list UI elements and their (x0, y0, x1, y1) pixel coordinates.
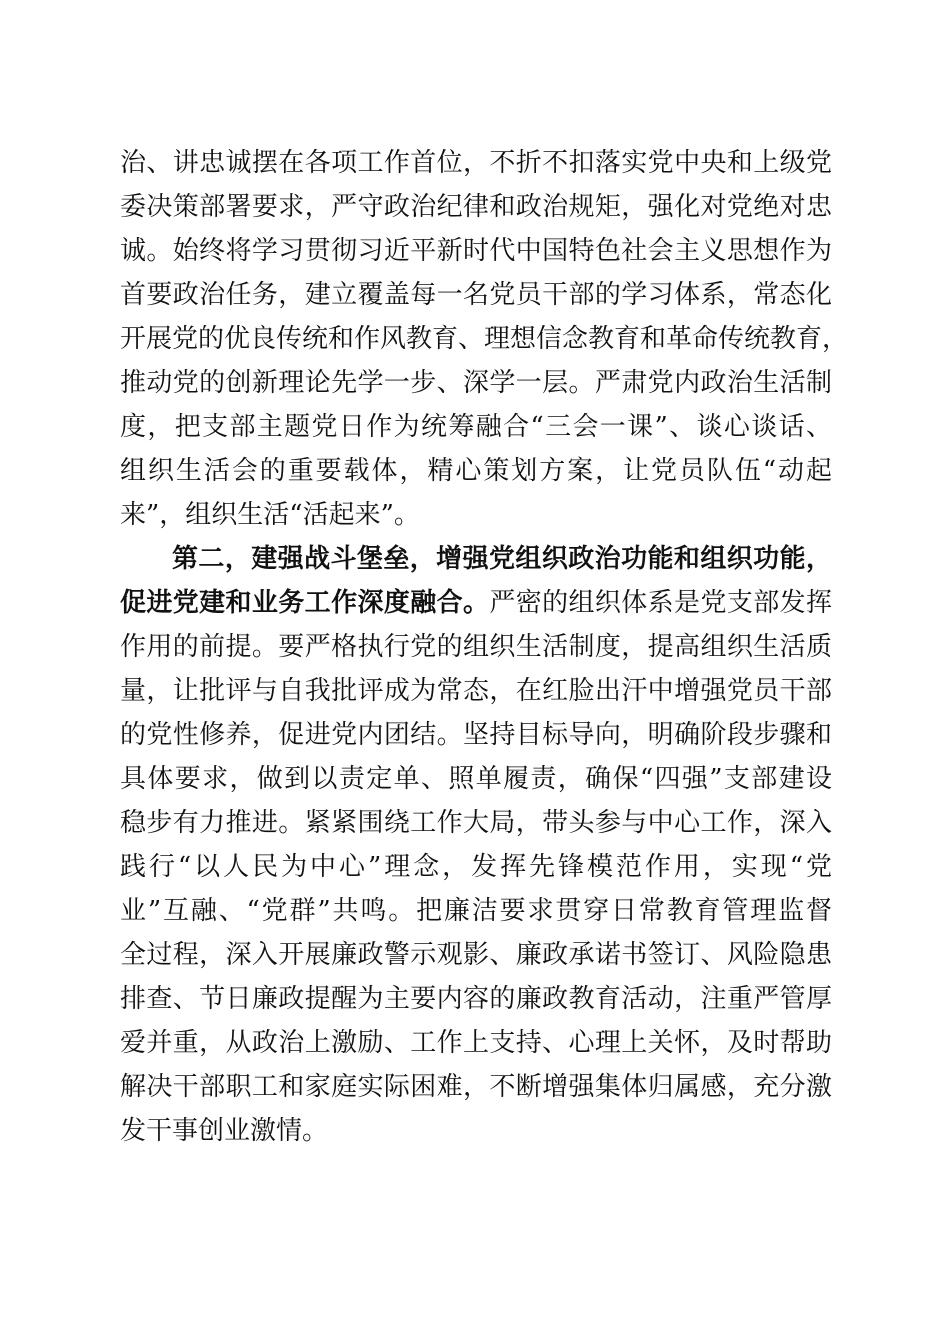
text-line: 度，把支部主题党日作为统筹融合“三会一课”、谈心谈话、 (120, 412, 832, 442)
text-line: 爱并重，从政治上激励、工作上支持、心理上关怀，及时帮助 (120, 1028, 832, 1058)
text-line: 量，让批评与自我批评成为常态，在红脸出汗中增强党员干部 (120, 676, 832, 706)
text-line: 排查、节日廉政提醒为主要内容的廉政教育活动，注重严管厚 (120, 984, 832, 1014)
text-line: 推动党的创新理论先学一步、深学一层。严肃党内政治生活制 (120, 368, 832, 398)
text-line: 诚。始终将学习贯彻习近平新时代中国特色社会主义思想作为 (120, 236, 832, 266)
paragraph-2 (120, 537, 832, 1153)
text-line: 治、讲忠诚摆在各项工作首位，不折不扣落实党中央和上级党 (120, 148, 832, 178)
text-line (120, 581, 832, 625)
section-heading: 第二，建强战斗堡垒，增强党组织政治功能和组织功能， (172, 544, 832, 574)
text-line: 践行“以人民为中心”理念，发挥先锋模范作用，实现“党 (120, 852, 832, 882)
text-line: 首要政治任务，建立覆盖每一名党员干部的学习体系，常态化 (120, 280, 832, 310)
text-line: 组织生活会的重要载体，精心策划方案，让党员队伍“动起 (120, 456, 832, 486)
text-line: 委决策部署要求，严守政治纪律和政治规矩，强化对党绝对忠 (120, 192, 832, 222)
text-line: 业”互融、“党群”共鸣。把廉洁要求贯穿日常教育管理监督 (120, 896, 832, 926)
text-line: 作用的前提。要严格执行党的组织生活制度，提高组织生活质 (120, 632, 832, 662)
text-line: 具体要求，做到以责定单、照单履责，确保“四强”支部建设 (120, 764, 832, 794)
text-line: 全过程，深入开展廉政警示观影、廉政承诺书签订、风险隐患 (120, 940, 832, 970)
text-line: 的党性修养，促进党内团结。坚持目标导向，明确阶段步骤和 (120, 720, 832, 750)
paragraph-1 (120, 141, 849, 537)
text-line: 来”，组织生活“活起来”。 (120, 500, 420, 530)
text-line: 解决干部职工和家庭实际困难，不断增强集体归属感，充分激 (120, 1072, 832, 1102)
text-fragment: 严密的组织体系是党支部发挥 (489, 588, 832, 618)
document-body (120, 141, 849, 1153)
text-line: 开展党的优良传统和作风教育、理想信念教育和革命传统教育， (120, 324, 849, 354)
section-heading-continued: 促进党建和业务工作深度融合。 (120, 588, 490, 618)
text-line: 发干事创业激情。 (120, 1116, 329, 1146)
text-line: 稳步有力推进。紧紧围绕工作大局，带头参与中心工作，深入 (120, 808, 832, 838)
